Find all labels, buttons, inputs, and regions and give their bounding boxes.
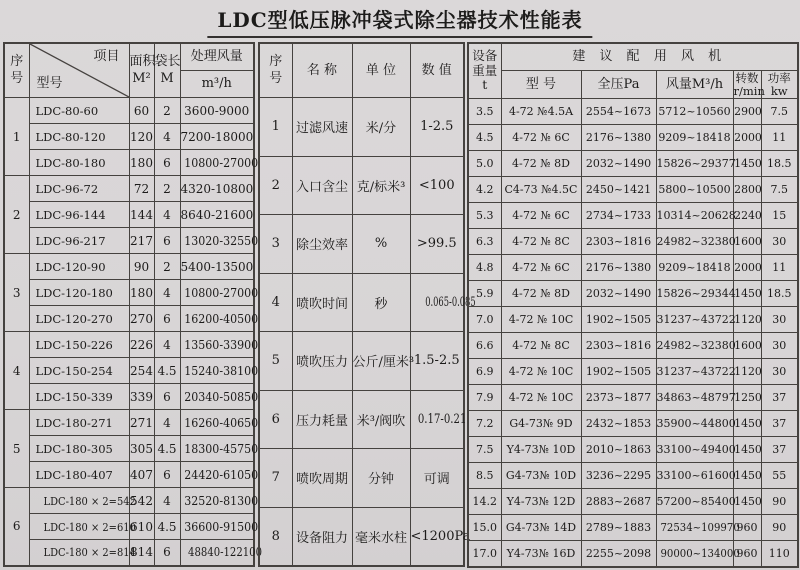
fan-row	[468, 463, 798, 489]
spec-model-cell: LDC-180 × 2=610	[29, 514, 129, 540]
fan-airflow-cell: 15826~29344	[656, 281, 733, 307]
fan-model-cell: G4-73№ 9D	[501, 411, 581, 437]
spec-header-project-model	[29, 43, 129, 98]
param-value-cell: >99.5	[410, 215, 464, 274]
fan-pressure-cell: 2303~1816	[581, 229, 656, 255]
fan-model-cell: 4-72 № 10C	[501, 359, 581, 385]
fan-table-body	[468, 99, 798, 567]
fan-header-model: 型 号	[501, 71, 581, 99]
fan-power-cell: 90	[761, 489, 798, 515]
fan-pressure-cell: 3236~2295	[581, 463, 656, 489]
spec-model-cell: LDC-150-254	[29, 358, 129, 384]
spec-header-seq: 序 号	[4, 43, 29, 98]
fan-row	[468, 255, 798, 281]
fan-row	[468, 125, 798, 151]
fan-weight-cell: 6.9	[468, 359, 501, 385]
fan-power-cell: 15	[761, 203, 798, 229]
param-value-cell: 1-2.5	[410, 98, 464, 157]
spec-model-cell: LDC-150-339	[29, 384, 129, 410]
fan-header-row-1	[468, 43, 798, 71]
fan-model-cell: 4-72 № 6C	[501, 203, 581, 229]
spec-model-cell: LDC-96-217	[29, 228, 129, 254]
fan-weight-cell: 5.9	[468, 281, 501, 307]
fan-weight-cell: 4.5	[468, 125, 501, 151]
fan-speed-cell: 1450	[733, 489, 761, 515]
fan-model-cell: Y4-73№ 16D	[501, 541, 581, 567]
fan-pressure-cell: 2734~1733	[581, 203, 656, 229]
spec-area-cell: 144	[129, 202, 154, 228]
fan-power-cell: 30	[761, 229, 798, 255]
spec-row	[4, 306, 254, 332]
fan-pressure-cell: 2789~1883	[581, 515, 656, 541]
spec-airflow-cell: 48840-122100	[180, 540, 254, 566]
param-header-row	[259, 43, 464, 98]
fan-header-row-2	[468, 71, 798, 99]
fan-model-cell: 4-72 № 8D	[501, 151, 581, 177]
spec-seq-cell: 3	[4, 254, 29, 332]
fan-row	[468, 385, 798, 411]
param-seq-cell: 7	[259, 449, 292, 508]
fan-power-cell: 7.5	[761, 99, 798, 125]
spec-airflow-cell: 24420-61050	[180, 462, 254, 488]
spec-airflow-cell: 7200-18000	[180, 124, 254, 150]
param-row	[259, 156, 464, 215]
param-header-unit: 单 位	[352, 43, 410, 98]
fan-row	[468, 359, 798, 385]
param-value-cell: 可调	[410, 449, 464, 508]
spec-area-cell: 90	[129, 254, 154, 280]
fan-power-cell: 7.5	[761, 177, 798, 203]
fan-header-airflow: 风量M³/h	[656, 71, 733, 99]
fan-speed-cell: 2000	[733, 255, 761, 281]
spec-model-cell: LDC-80-120	[29, 124, 129, 150]
param-unit-cell: 秒	[352, 273, 410, 332]
spec-baglen-cell: 4.5	[154, 514, 180, 540]
spec-seq-cell: 5	[4, 410, 29, 488]
fan-row	[468, 99, 798, 125]
spec-airflow-cell: 16260-40650	[180, 410, 254, 436]
fan-weight-cell: 14.2	[468, 489, 501, 515]
spec-airflow-cell: 5400-13500	[180, 254, 254, 280]
fan-weight-cell: 8.5	[468, 463, 501, 489]
spec-area-cell: 271	[129, 410, 154, 436]
spec-model-cell: LDC-120-270	[29, 306, 129, 332]
spec-baglen-cell: 4	[154, 410, 180, 436]
fan-pressure-cell: 2255~2098	[581, 541, 656, 567]
fan-airflow-cell: 15826~29377	[656, 151, 733, 177]
param-header-seq: 序 号	[259, 43, 292, 98]
spec-airflow-cell: 15240-38100	[180, 358, 254, 384]
spec-area-cell: 542	[129, 488, 154, 514]
spec-model-cell: LDC-150-226	[29, 332, 129, 358]
spec-baglen-cell: 4.5	[154, 358, 180, 384]
spec-baglen-cell: 6	[154, 306, 180, 332]
spec-area-cell: 339	[129, 384, 154, 410]
spec-airflow-cell: 4320-10800	[180, 176, 254, 202]
param-seq-cell: 6	[259, 390, 292, 449]
fan-row	[468, 515, 798, 541]
spec-baglen-cell: 2	[154, 254, 180, 280]
fan-weight-cell: 4.2	[468, 177, 501, 203]
param-row	[259, 215, 464, 274]
param-value-cell: <100	[410, 156, 464, 215]
param-name-cell: 喷吹压力	[292, 332, 352, 391]
fan-header-speed: 转数 r/min	[733, 70, 765, 98]
spec-model-cell: LDC-180-271	[29, 410, 129, 436]
spec-baglen-cell: 4	[154, 202, 180, 228]
spec-model-cell: LDC-80-60	[29, 98, 129, 124]
spec-model-cell: LDC-180-407	[29, 462, 129, 488]
fan-airflow-cell: 34863~48797	[656, 385, 733, 411]
fan-power-cell: 37	[761, 411, 798, 437]
spec-model-cell: LDC-120-180	[29, 280, 129, 306]
fan-power-cell: 30	[761, 333, 798, 359]
spec-area-cell: 610	[129, 514, 154, 540]
fan-airflow-cell: 24982~32380	[656, 333, 733, 359]
fan-pressure-cell: 2554~1673	[581, 99, 656, 125]
fan-airflow-cell: 72534~109970	[656, 515, 733, 541]
fan-pressure-cell: 2176~1380	[581, 125, 656, 151]
param-header-value: 数 值	[410, 43, 464, 98]
spec-baglen-cell: 2	[154, 176, 180, 202]
param-name-cell: 喷吹时间	[292, 273, 352, 332]
spec-baglen-cell: 4	[154, 488, 180, 514]
fan-pressure-cell: 2432~1853	[581, 411, 656, 437]
param-name-cell: 设备阻力	[292, 507, 352, 566]
param-row	[259, 507, 464, 566]
fan-weight-cell: 17.0	[468, 541, 501, 567]
spec-seq-cell: 2	[4, 176, 29, 254]
fan-weight-cell: 5.3	[468, 203, 501, 229]
fan-power-cell: 55	[761, 463, 798, 489]
param-name-cell: 过滤风速	[292, 98, 352, 157]
fan-pressure-cell: 2450~1421	[581, 177, 656, 203]
spec-area-cell: 72	[129, 176, 154, 202]
spec-airflow-cell: 10800-27000	[180, 280, 254, 306]
fan-speed-cell: 1450	[733, 151, 761, 177]
spec-baglen-cell: 2	[154, 98, 180, 124]
fan-power-cell: 18.5	[761, 281, 798, 307]
fan-power-cell: 11	[761, 255, 798, 281]
fan-airflow-cell: 33100~49400	[656, 437, 733, 463]
spec-airflow-cell: 36600-91500	[180, 514, 254, 540]
spec-row	[4, 254, 254, 280]
fan-airflow-cell: 9209~18418	[656, 125, 733, 151]
fan-model-cell: 4-72 № 8D	[501, 281, 581, 307]
fan-speed-cell: 960	[733, 541, 761, 567]
spec-row	[4, 202, 254, 228]
fan-weight-cell: 7.2	[468, 411, 501, 437]
param-header-name: 名 称	[292, 43, 352, 98]
fan-weight-cell: 3.5	[468, 99, 501, 125]
fan-power-cell: 37	[761, 437, 798, 463]
spec-area-cell: 120	[129, 124, 154, 150]
fan-speed-cell: 960	[733, 515, 761, 541]
fan-header-power: 功率 kw	[761, 71, 798, 99]
param-unit-cell: %	[352, 215, 410, 274]
spec-header-project-label: 项目	[93, 49, 120, 64]
fan-airflow-cell: 9209~18418	[656, 255, 733, 281]
fan-speed-cell: 1450	[733, 411, 761, 437]
fan-row	[468, 437, 798, 463]
spec-airflow-cell: 10800-27000	[180, 150, 254, 176]
fan-power-cell: 37	[761, 385, 798, 411]
fan-model-cell: 4-72 № 6C	[501, 255, 581, 281]
fan-row	[468, 489, 798, 515]
fan-speed-cell: 1450	[733, 437, 761, 463]
fan-pressure-cell: 1902~1505	[581, 307, 656, 333]
fan-airflow-cell: 31237~43722	[656, 359, 733, 385]
spec-airflow-cell: 18300-45750	[180, 436, 254, 462]
param-name-cell: 压力耗量	[292, 390, 352, 449]
spec-header-area: 面积 M²	[129, 43, 154, 98]
fan-weight-cell: 15.0	[468, 515, 501, 541]
fan-model-cell: 4-72 № 8C	[501, 229, 581, 255]
spec-table-body	[4, 98, 262, 566]
fan-table	[467, 42, 799, 568]
fan-speed-cell: 1250	[733, 385, 761, 411]
spec-header-airflow: 处理风量 m³/h	[180, 43, 254, 98]
spec-row	[4, 358, 254, 384]
param-seq-cell: 8	[259, 507, 292, 566]
fan-pressure-cell: 2176~1380	[581, 255, 656, 281]
spec-area-cell: 180	[129, 280, 154, 306]
fan-pressure-cell: 2010~1863	[581, 437, 656, 463]
spec-area-cell: 254	[129, 358, 154, 384]
spec-airflow-cell: 8640-21600	[180, 202, 254, 228]
spec-area-cell: 180	[129, 150, 154, 176]
fan-airflow-cell: 5800~10500	[656, 177, 733, 203]
spec-baglen-cell: 6	[154, 540, 180, 566]
fan-airflow-cell: 5712~10560	[656, 99, 733, 125]
fan-airflow-cell: 31237~43722	[656, 307, 733, 333]
fan-power-cell: 110	[761, 541, 798, 567]
fan-row	[468, 281, 798, 307]
spec-row	[4, 332, 254, 358]
page-title: LDC型低压脉冲袋式除尘器技术性能表	[207, 4, 592, 38]
spec-table	[3, 42, 262, 567]
spec-airflow-cell: 32520-81300	[180, 488, 254, 514]
fan-airflow-cell: 90000~134000	[656, 541, 733, 567]
spec-baglen-cell: 4	[154, 124, 180, 150]
fan-airflow-cell: 35900~44800	[656, 411, 733, 437]
fan-airflow-cell: 24982~32380	[656, 229, 733, 255]
spec-row	[4, 98, 254, 124]
param-row	[259, 449, 464, 508]
fan-row	[468, 203, 798, 229]
spec-area-cell: 226	[129, 332, 154, 358]
fan-speed-cell: 2240	[733, 203, 761, 229]
spec-baglen-cell: 4.5	[154, 436, 180, 462]
fan-row	[468, 541, 798, 567]
fan-speed-cell: 1120	[733, 359, 761, 385]
param-unit-cell: 米/分	[352, 98, 410, 157]
param-name-cell: 除尘效率	[292, 215, 352, 274]
param-value-cell: 1.5-2.5	[410, 332, 464, 391]
spec-baglen-cell: 6	[154, 462, 180, 488]
fan-speed-cell: 2000	[733, 125, 761, 151]
param-unit-cell: 米³/阀吹	[352, 390, 410, 449]
spec-model-cell: LDC-180 × 2=542	[29, 488, 129, 514]
fan-weight-cell: 7.0	[468, 307, 501, 333]
param-name-cell: 入口含尘	[292, 156, 352, 215]
fan-row	[468, 411, 798, 437]
fan-airflow-cell: 57200~85400	[656, 489, 733, 515]
fan-model-cell: G4-73№ 10D	[501, 463, 581, 489]
fan-header-pressure: 全压Pa	[581, 71, 656, 99]
spec-model-cell: LDC-120-90	[29, 254, 129, 280]
spec-row	[4, 540, 254, 566]
fan-weight-cell: 7.9	[468, 385, 501, 411]
spec-row	[4, 176, 254, 202]
fan-speed-cell: 1450	[733, 463, 761, 489]
fan-pressure-cell: 2883~2687	[581, 489, 656, 515]
spec-row	[4, 228, 254, 254]
spec-airflow-cell: 13560-33900	[180, 332, 254, 358]
fan-row	[468, 151, 798, 177]
fan-weight-cell: 4.8	[468, 255, 501, 281]
fan-speed-cell: 2800	[733, 177, 761, 203]
fan-power-cell: 11	[761, 125, 798, 151]
spec-seq-cell: 1	[4, 98, 29, 176]
spec-area-cell: 60	[129, 98, 154, 124]
spec-airflow-cell: 13020-32550	[180, 228, 254, 254]
spec-row	[4, 514, 254, 540]
fan-speed-cell: 1450	[733, 281, 761, 307]
spec-baglen-cell: 4	[154, 280, 180, 306]
spec-row	[4, 124, 254, 150]
param-unit-cell: 公斤/厘米³	[352, 332, 410, 391]
spec-baglen-cell: 4	[154, 332, 180, 358]
spec-model-cell: LDC-96-144	[29, 202, 129, 228]
fan-airflow-cell: 10314~20628	[656, 203, 733, 229]
spec-header-baglen: 袋长 M	[154, 43, 180, 98]
param-value-cell: 0.065-0.085	[410, 273, 464, 332]
fan-speed-cell: 1600	[733, 333, 761, 359]
param-unit-cell: 毫米水柱	[352, 507, 410, 566]
fan-speed-cell: 1600	[733, 229, 761, 255]
fan-model-cell: Y4-73№ 12D	[501, 489, 581, 515]
spec-area-cell: 814	[129, 540, 154, 566]
spec-baglen-cell: 6	[154, 228, 180, 254]
param-seq-cell: 3	[259, 215, 292, 274]
param-row	[259, 98, 464, 157]
fan-power-cell: 18.5	[761, 151, 798, 177]
spec-area-cell: 217	[129, 228, 154, 254]
fan-header-group: 建 议 配 用 风 机	[501, 43, 798, 71]
fan-speed-cell: 1120	[733, 307, 761, 333]
fan-pressure-cell: 2373~1877	[581, 385, 656, 411]
param-seq-cell: 1	[259, 98, 292, 157]
fan-weight-cell: 7.5	[468, 437, 501, 463]
spec-area-cell: 270	[129, 306, 154, 332]
spec-area-cell: 407	[129, 462, 154, 488]
spec-airflow-cell: 16200-40500	[180, 306, 254, 332]
fan-model-cell: C4-73 №4.5C	[501, 177, 581, 203]
fan-row	[468, 307, 798, 333]
fan-header-weight: 设备 重量 t	[468, 43, 501, 99]
spec-seq-cell: 4	[4, 332, 29, 410]
param-value-cell: <1200Pa	[410, 507, 464, 566]
spec-airflow-cell: 20340-50850	[180, 384, 254, 410]
param-unit-cell: 分钟	[352, 449, 410, 508]
fan-model-cell: 4-72 №4.5A	[501, 99, 581, 125]
fan-speed-cell: 2900	[733, 99, 761, 125]
param-row	[259, 273, 464, 332]
spec-airflow-cell: 3600-9000	[180, 98, 254, 124]
param-value-cell: 0.17-0.21	[410, 390, 464, 449]
fan-power-cell: 30	[761, 359, 798, 385]
spec-model-cell: LDC-96-72	[29, 176, 129, 202]
fan-model-cell: 4-72 № 6C	[501, 125, 581, 151]
spec-row	[4, 410, 254, 436]
fan-model-cell: 4-72 № 8C	[501, 333, 581, 359]
param-table	[258, 42, 476, 567]
param-seq-cell: 2	[259, 156, 292, 215]
fan-pressure-cell: 2303~1816	[581, 333, 656, 359]
fan-model-cell: G4-73№ 14D	[501, 515, 581, 541]
param-row	[259, 332, 464, 391]
spec-model-cell: LDC-80-180	[29, 150, 129, 176]
fan-model-cell: 4-72 № 10C	[501, 307, 581, 333]
fan-model-cell: 4-72 № 10C	[501, 385, 581, 411]
fan-row	[468, 333, 798, 359]
param-seq-cell: 5	[259, 332, 292, 391]
fan-row	[468, 177, 798, 203]
fan-airflow-cell: 33100~61600	[656, 463, 733, 489]
spec-model-cell: LDC-180-305	[29, 436, 129, 462]
param-row	[259, 390, 464, 449]
spec-row	[4, 488, 254, 514]
fan-weight-cell: 5.0	[468, 151, 501, 177]
param-seq-cell: 4	[259, 273, 292, 332]
param-table-body	[259, 98, 476, 566]
fan-pressure-cell: 2032~1490	[581, 151, 656, 177]
spec-header-model-label: 型号	[36, 76, 63, 92]
spec-row	[4, 436, 254, 462]
spec-seq-cell: 6	[4, 488, 29, 566]
spec-row	[4, 462, 254, 488]
spec-area-cell: 305	[129, 436, 154, 462]
fan-row	[468, 229, 798, 255]
fan-weight-cell: 6.6	[468, 333, 501, 359]
fan-power-cell: 30	[761, 307, 798, 333]
spec-row	[4, 150, 254, 176]
spec-row	[4, 280, 254, 306]
spec-baglen-cell: 6	[154, 150, 180, 176]
spec-header-row	[4, 43, 254, 98]
fan-power-cell: 90	[761, 515, 798, 541]
param-unit-cell: 克/标米³	[352, 156, 410, 215]
spec-model-cell: LDC-180 × 2=814	[29, 540, 129, 566]
spec-row	[4, 384, 254, 410]
fan-pressure-cell: 2032~1490	[581, 281, 656, 307]
spec-baglen-cell: 6	[154, 384, 180, 410]
fan-pressure-cell: 1902~1505	[581, 359, 656, 385]
fan-weight-cell: 6.3	[468, 229, 501, 255]
fan-model-cell: Y4-73№ 10D	[501, 437, 581, 463]
param-name-cell: 喷吹周期	[292, 449, 352, 508]
